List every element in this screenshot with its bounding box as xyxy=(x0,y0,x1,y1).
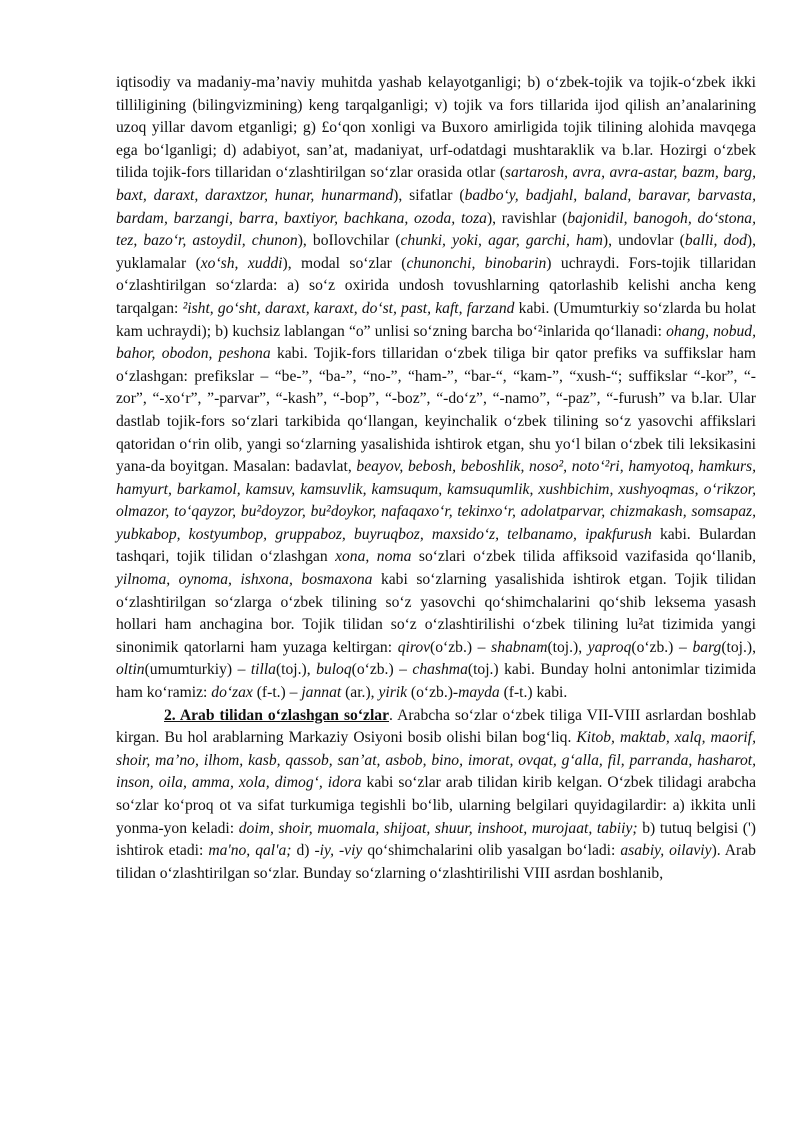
text-run: ), modal so‘zlar ( xyxy=(282,254,407,272)
text-run: kabi. Tojik-fors tillaridan o‘zbek tiliga bir qator prefiks va suffikslar ham o‘zlashgan: prefikslar – “be-”, “ba-”, “no-”, “ham-”, “bar-“, “kam-”, “xush-“; suffikslar “-kor”, “-zor”, “-xo‘r”, ”-parvar”, “-kash”, “-bop”, “-boz”, “-do‘z”, “-namo”, “-paz”, “-furush” va b.lar. Ular dastlab tojik-fors so‘zlari tarkibida qo‘llangan, keyinchalik o‘zbek tilining so‘z yasovchi affikslari qatoridan o‘rin olib, yangi so‘zlarning yasalishida ishtirok etgan, shu yo‘l bilan o‘zbek tili leksikasini yana-da boyitgan. Masalan: badavlat, xyxy=(116,345,756,476)
italic-term: asabiy, oilaviy xyxy=(620,842,712,860)
text-run: (toj.), xyxy=(547,638,588,656)
document-page xyxy=(116,72,756,885)
italic-term: barg xyxy=(692,638,722,656)
italic-term: jannat xyxy=(301,684,342,702)
italic-term: ohang, nobud, bahor, obodon, peshona xyxy=(116,322,756,363)
italic-term: yaproq xyxy=(587,638,632,656)
text-run: ). Arab tilidan o‘zlashtirilgan so‘zlar. Bunday so‘zlarning o‘zlashtirilishi VIII asrdan boshlanib, xyxy=(116,842,756,882)
italic-term: badbo‘y, badjahl, baland, baravar, barvasta, bardam, barzangi, barra, baxtiyor, bachkana, ozoda, toza xyxy=(116,186,756,227)
text-run: ) uchraydi. Fors-tojik tillaridan o‘zlashtirilgan so‘zlarda: a) so‘z oxirida undosh tovushlarning qatorlashib kelishi ancha keng tarqalgan: xyxy=(116,254,757,317)
italic-term: tilla xyxy=(250,661,276,679)
text-run: qo‘shimchalarini olib yasalgan bo‘ladi: xyxy=(362,842,621,860)
italic-term: qirov xyxy=(397,638,431,656)
italic-term: xo‘sh, xuddi xyxy=(200,254,283,272)
italic-term: buloq xyxy=(316,661,352,679)
italic-term: balli, dod xyxy=(684,232,747,250)
text-run: (ar.), xyxy=(341,684,379,702)
text-run: kabi so‘zlarning yasalishida ishtirok etgan. Tojik tilidan o‘zlashtirilgan so‘zlarga o‘zbek tilining so‘z yasovchi qo‘shimchalarini qo‘shib leksema yasash hollari ham anchagina bor. Tojik tilidan so‘z o‘zlashtirilishi o‘zbek tilining lu²at tizimida yangi sinonimik qatorlarni ham yuzaga keltirgan: xyxy=(116,571,756,656)
text-run: ), sifatlar ( xyxy=(393,186,465,204)
italic-term: ²isht, go‘sht, daraxt, karaxt, do‘st, past, kaft, farzand xyxy=(182,299,515,317)
italic-term: doim, shoir, muomala, shijoat, shuur, inshoot, murojaat, tabiiy; xyxy=(238,819,638,837)
text-run: (toj.) kabi. Bunday holni antonimlar tizimida ham ko‘ramiz: xyxy=(116,661,756,702)
text-run: ), boIlovchilar ( xyxy=(297,232,401,250)
text-run: kabi so‘zlar arab tilidan kirib kelgan. O‘zbek tilidagi arabcha so‘zlar ko‘proq ot va sifat turkumiga tegishli bo‘lib, ularning belgilari quyidagilardir: a) ikkita unli yonma-yon keladi: xyxy=(116,774,756,837)
text-run: (o‘zb.) – xyxy=(430,638,492,656)
text-run: (toj.), xyxy=(275,661,317,679)
text-run: so‘zlari o‘zbek tilida affiksoid vazifasida qo‘llanib, xyxy=(411,548,756,566)
text-run: (f-t.) kabi. xyxy=(499,684,568,702)
italic-term: beayov, bebosh, beboshlik, noso², noto‘²ri, hamyotoq, hamkurs, hamyurt, barkamol, kamsuv, kamsuvlik, kamsuqum, kamsuqumlik, xushbichim, xushyoqmas, o‘rikzor, olmazor, to‘qayzor, bu²doyzor, bu²doykor, nafaqaxo‘r, tekinxo‘r, adolatparvar, chizmakash, somsapaz, yubkabop, kostyumbop, gruppaboz, buyruqboz, maxsido‘z, telbanamo, ipakfurush xyxy=(116,458,756,543)
text-run: (umumturkiy) – xyxy=(144,661,251,679)
italic-term: chunki, yoki, agar, garchi, ham xyxy=(400,232,603,250)
text-run: (toj.), xyxy=(721,638,757,656)
italic-term: oltin xyxy=(116,661,145,679)
text-run: ), undovlar ( xyxy=(602,232,685,250)
text-run: (o‘zb.)- xyxy=(407,684,459,702)
section-heading-arab-loanwords: 2. Arab tilidan o‘zlashgan so‘zlar xyxy=(164,706,390,724)
italic-term: xona, noma xyxy=(335,548,412,566)
italic-term: yirik xyxy=(378,684,408,702)
italic-term: chunonchi, binobarin xyxy=(406,254,547,272)
text-run: (o‘zb.) – xyxy=(631,638,693,656)
italic-term: ma'no, qal'a; xyxy=(208,842,292,860)
text-run: . Arabcha so‘zlar o‘zbek tiliga VII-VIII asrlardan boshlab kirgan. Bu hol arablarning Markaziy Osiyoni bosib olishi bilan bog‘liq. xyxy=(116,706,757,747)
text-run: kabi. (Umumturkiy so‘zlarda bu holat kam uchraydi); b) kuchsiz lablangan “o” unlisi so‘zning barcha bo‘²inlarida qo‘llanadi: xyxy=(116,299,756,340)
text-run: kabi. Bulardan tashqari, tojik tilidan o‘zlashgan xyxy=(116,525,756,566)
text-run: (o‘zb.) – xyxy=(351,661,413,679)
paragraph-arab-loanwords xyxy=(116,705,756,886)
text-run: ), yuklamalar ( xyxy=(116,232,757,272)
text-run: iqtisodiy va madaniy-ma’naviy muhitda yashab kelayotganligi; b) o‘zbek-tojik va tojik-o‘zbek ikki tilliligining (bilingvizmining) keng tarqalganligi; v) tojik va fors tillarida ijod qilish an’analarining uzoq yillar davom etganligi; g) £o‘qon xonligi va Buxoro amirligida tojik tilining alohida mavqega ega bo‘lganligi; d) adabiyot, san’at, madaniyat, urf-odatdagi mushtaraklik va b.lar. Hozirgi o‘zbek tilida tojik-fors tillaridan o‘zlashtirilgan so‘zlar orasida otlar ( xyxy=(116,74,756,182)
italic-term: bajonidil, banogoh, do‘stona, tez, bazo‘r, astoydil, chunon xyxy=(116,209,756,250)
italic-term: sartarosh, avra, avra-astar, bazm, barg, baxt, daraxt, daraxtzor, hunar, hunarmand xyxy=(116,164,756,204)
italic-term: -iy, -viy xyxy=(314,842,363,860)
italic-term: do‘zax xyxy=(211,684,253,702)
italic-term: chashma xyxy=(412,661,468,679)
italic-term: mayda xyxy=(458,684,500,702)
text-run: b) tutuq belgisi (') ishtirok etadi: xyxy=(116,819,756,860)
text-run: (f-t.) – xyxy=(252,684,302,702)
paragraph-tojik-fors-loanwords xyxy=(116,72,756,705)
text-run: ), ravishlar ( xyxy=(486,209,568,227)
italic-term: yilnoma, oynoma, ishxona, bosmaxona xyxy=(116,571,373,589)
text-run: d) xyxy=(291,842,315,860)
italic-term: shabnam xyxy=(491,638,548,656)
italic-term: Kitob, maktab, xalq, maorif, shoir, ma’no, ilhom, kasb, qassob, san’at, asbob, bino, imorat, ovqat, g‘alla, fil, parranda, hasharot, inson, oila, amma, xola, dimog‘, idora xyxy=(116,729,756,792)
